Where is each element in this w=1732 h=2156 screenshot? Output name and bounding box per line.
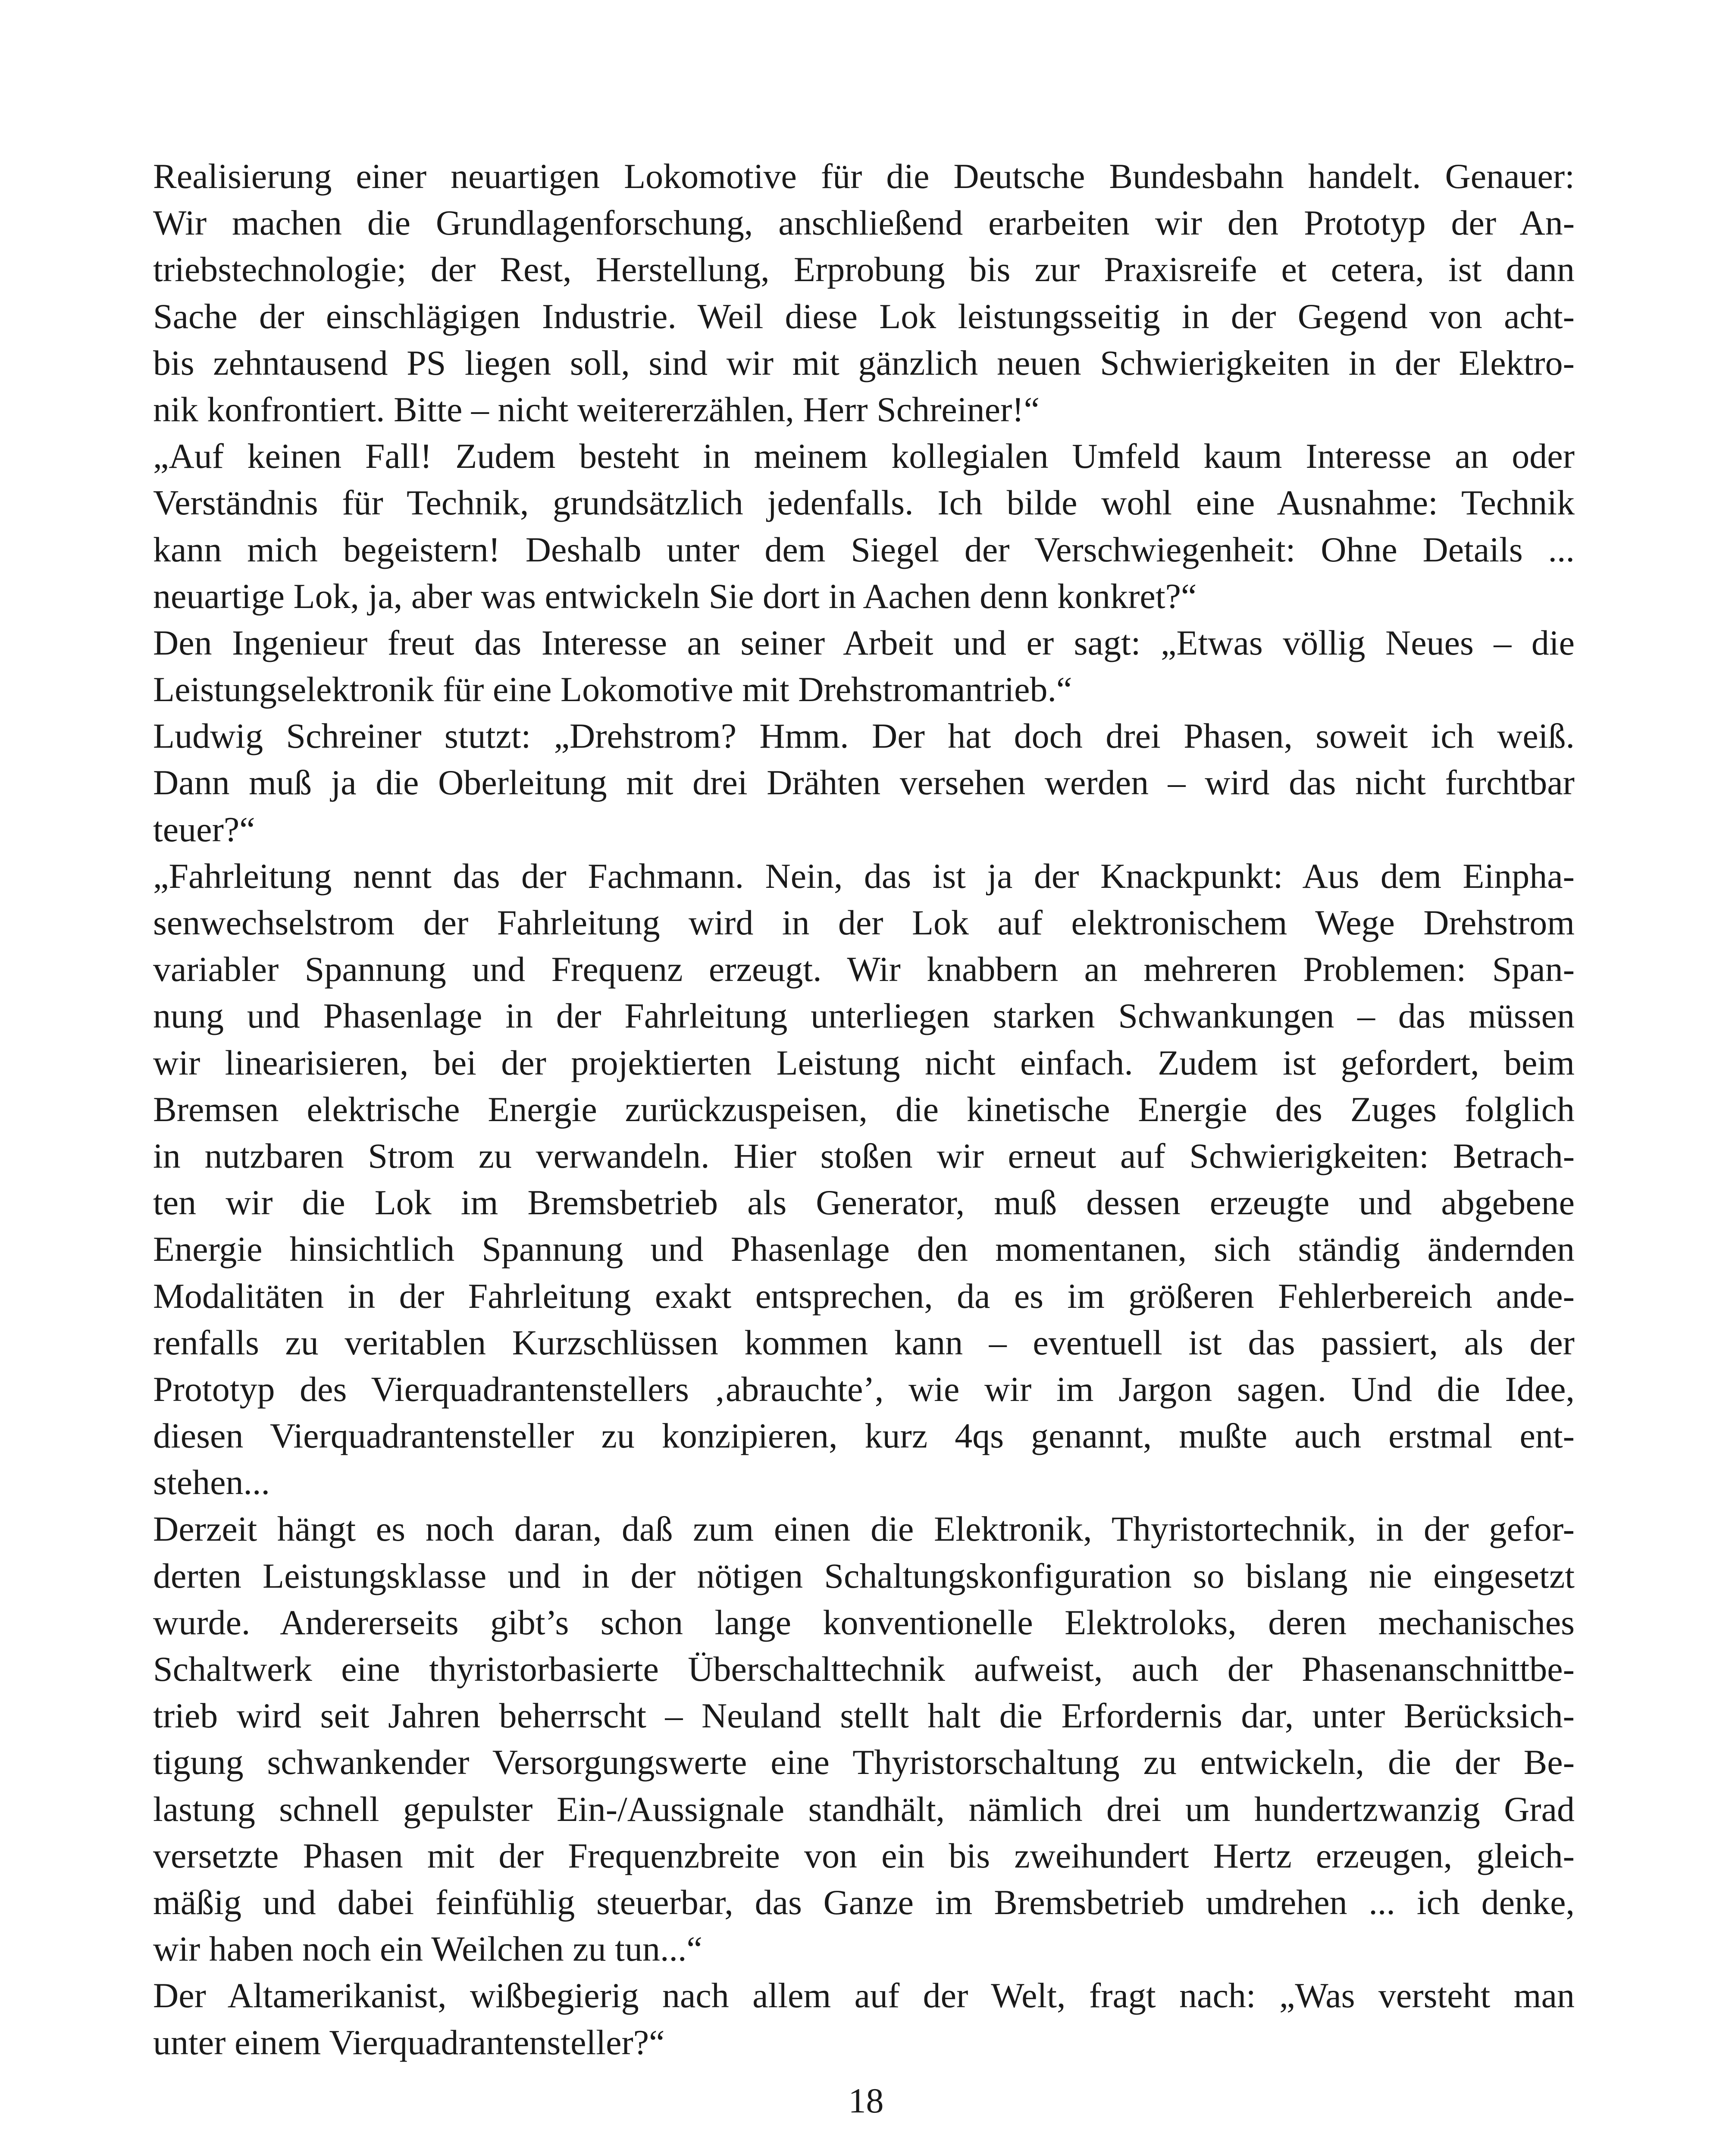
text-line: nik konfrontiert. Bitte – nicht weitererzählen, Herr Schreiner!“ <box>153 389 1040 429</box>
paragraph <box>153 853 1575 1506</box>
text-line: „Fahrleitung nennt das der Fachmann. Nein, das ist ja der Knackpunkt: Aus dem Einpha- <box>153 856 1575 896</box>
text-line: versetzte Phasen mit der Frequenzbreite von ein bis zweihundert Hertz erzeugen, gleich- <box>153 1836 1575 1875</box>
text-line: Energie hinsichtlich Spannung und Phasenlage den momentanen, sich ständig ändernden <box>153 1229 1575 1269</box>
text-line: tigung schwankender Versorgungswerte eine Thyristorschaltung zu entwickeln, die der Be- <box>153 1742 1575 1782</box>
text-line: variabler Spannung und Frequenz erzeugt. Wir knabbern an mehreren Problemen: Span- <box>153 950 1575 989</box>
paragraph <box>153 433 1575 620</box>
text-line: triebstechnologie; der Rest, Herstellung, Erprobung bis zur Praxisreife et cetera, ist dann <box>153 250 1575 289</box>
text-line: Der Altamerikanist, wißbegierig nach allem auf der Welt, fragt nach: „Was versteht man <box>153 1976 1575 2015</box>
text-line: ten wir die Lok im Bremsbetrieb als Generator, muß dessen erzeugte und abgebene <box>153 1183 1575 1222</box>
text-line: Derzeit hängt es noch daran, daß zum einen die Elektronik, Thyristortechnik, in der gefor- <box>153 1509 1575 1549</box>
text-line: Wir machen die Grundlagenforschung, anschließend erarbeiten wir den Prototyp der An- <box>153 203 1575 243</box>
text-line: diesen Vierquadrantensteller zu konzipieren, kurz 4qs genannt, mußte auch erstmal ent- <box>153 1416 1575 1456</box>
body-text <box>153 153 1575 2066</box>
text-line: kann mich begeistern! Deshalb unter dem Siegel der Verschwiegenheit: Ohne Details ... <box>153 530 1575 569</box>
text-line: wir haben noch ein Weilchen zu tun...“ <box>153 1929 702 1969</box>
text-line: lastung schnell gepulster Ein-/Aussignale standhält, nämlich drei um hundertzwanzig Grad <box>153 1789 1575 1829</box>
text-line: Bremsen elektrische Energie zurückzuspeisen, die kinetische Energie des Zuges folglich <box>153 1089 1575 1129</box>
text-line: mäßig und dabei feinfühlig steuerbar, das Ganze im Bremsbetrieb umdrehen ... ich denke, <box>153 1882 1575 1922</box>
text-line: in nutzbaren Strom zu verwandeln. Hier stoßen wir erneut auf Schwierigkeiten: Betrach- <box>153 1136 1575 1175</box>
text-line: renfalls zu veritablen Kurzschlüssen kommen kann – eventuell ist das passiert, als der <box>153 1322 1575 1362</box>
text-line: wir linearisieren, bei der projektierten Leistung nicht einfach. Zudem ist gefordert, beim <box>153 1043 1575 1082</box>
page-number: 18 <box>848 2081 884 2120</box>
paragraph <box>153 1972 1575 2065</box>
text-line: Prototyp des Vierquadrantenstellers ‚abrauchte’, wie wir im Jargon sagen. Und die Idee, <box>153 1369 1575 1409</box>
text-line: Schaltwerk eine thyristorbasierte Überschalttechnik aufweist, auch der Phasenanschnittbe- <box>153 1649 1575 1689</box>
text-line: derten Leistungsklasse und in der nötigen Schaltungskonfiguration so bislang nie eingesetzt <box>153 1556 1575 1595</box>
text-line: „Auf keinen Fall! Zudem besteht in meinem kollegialen Umfeld kaum Interesse an oder <box>153 436 1575 476</box>
text-line: trieb wird seit Jahren beherrscht – Neuland stellt halt die Erfordernis dar, unter Berücksich- <box>153 1696 1575 1736</box>
paragraph <box>153 713 1575 853</box>
text-line: stehen... <box>153 1463 270 1502</box>
text-line: neuartige Lok, ja, aber was entwickeln Sie dort in Aachen denn konkret?“ <box>153 576 1197 616</box>
text-line: teuer?“ <box>153 809 255 849</box>
text-line: bis zehntausend PS liegen soll, sind wir mit gänzlich neuen Schwierigkeiten in der Elektro- <box>153 343 1575 382</box>
text-line: Den Ingenieur freut das Interesse an seiner Arbeit und er sagt: „Etwas völlig Neues – die <box>153 623 1575 662</box>
text-line: Modalitäten in der Fahrleitung exakt entsprechen, da es im größeren Fehlerbereich ande- <box>153 1276 1575 1316</box>
text-line: Verständnis für Technik, grundsätzlich jedenfalls. Ich bilde wohl eine Ausnahme: Technik <box>153 483 1575 523</box>
text-line: nung und Phasenlage in der Fahrleitung unterliegen starken Schwankungen – das müssen <box>153 996 1575 1036</box>
text-line: Sache der einschlägigen Industrie. Weil diese Lok leistungsseitig in der Gegend von acht- <box>153 296 1575 336</box>
text-line: Leistungselektronik für eine Lokomotive mit Drehstromantrieb.“ <box>153 670 1072 709</box>
text-line: Ludwig Schreiner stutzt: „Drehstrom? Hmm. Der hat doch drei Phasen, soweit ich weiß. <box>153 716 1575 756</box>
text-line: Realisierung einer neuartigen Lokomotive für die Deutsche Bundesbahn handelt. Genauer: <box>153 157 1575 196</box>
text-line: Dann muß ja die Oberleitung mit drei Drähten versehen werden – wird das nicht furchtbar <box>153 763 1575 802</box>
paragraph <box>153 153 1575 433</box>
text-line: wurde. Andererseits gibt’s schon lange konventionelle Elektroloks, deren mechanisches <box>153 1602 1575 1642</box>
paragraph <box>153 1506 1575 1972</box>
paragraph <box>153 620 1575 713</box>
text-line: unter einem Vierquadrantensteller?“ <box>153 2022 665 2062</box>
text-line: senwechselstrom der Fahrleitung wird in der Lok auf elektronischem Wege Drehstrom <box>153 903 1575 942</box>
